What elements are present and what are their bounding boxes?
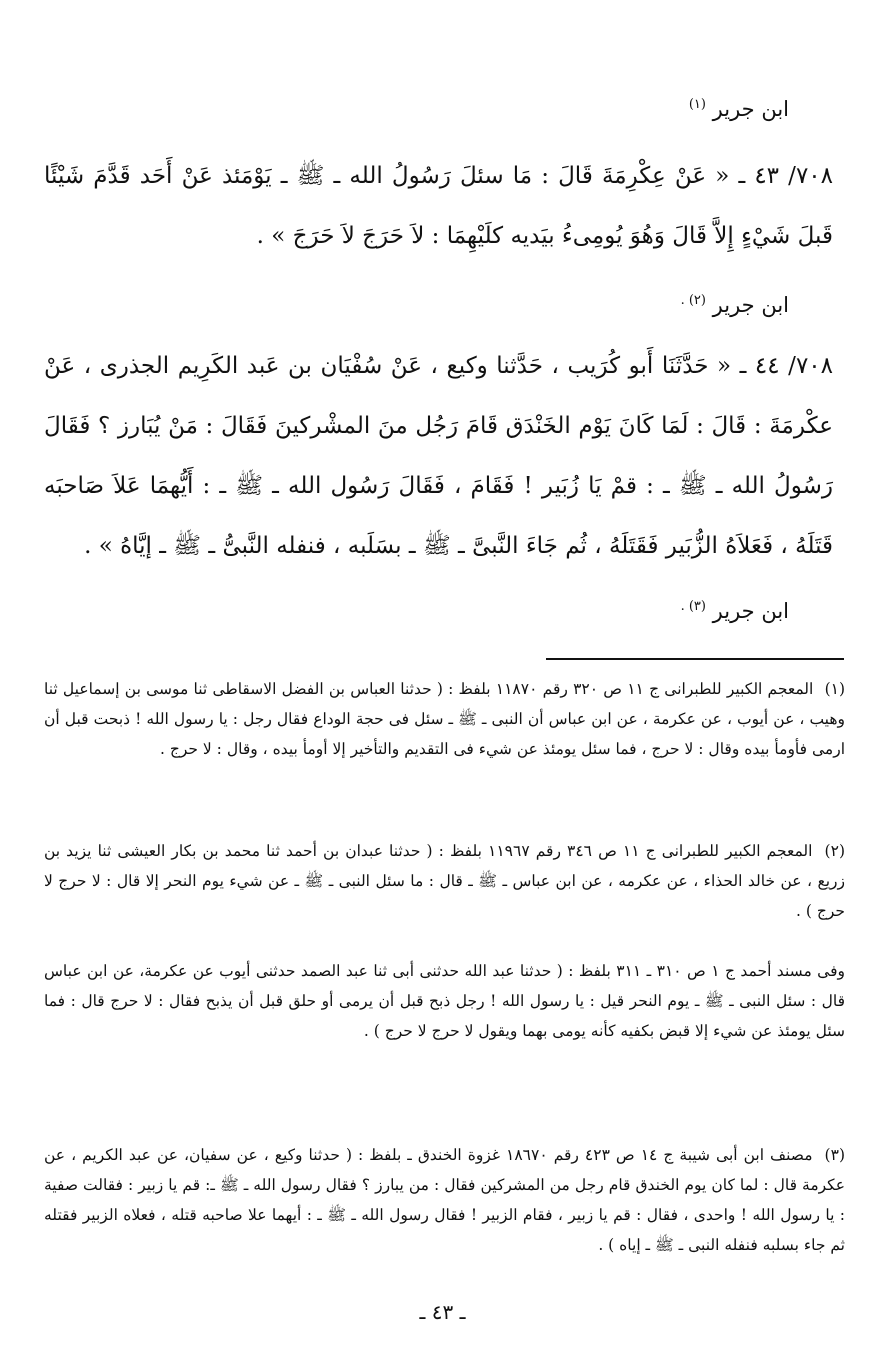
footnote-number: (١) <box>824 680 846 698</box>
footnote-2-continued <box>44 956 845 1046</box>
page-number: ـ ٤٣ ـ <box>419 1300 466 1324</box>
footnote-divider <box>546 658 844 660</box>
footnote-ref: (٣) . <box>680 599 706 614</box>
source-line-3 <box>681 592 789 626</box>
footnote-text: مصنف ابن أبى شيبة ج ١٤ ص ٤٢٣ رقم ١٨٦٧٠ غزوة الخندق ـ بلفظ : ( حدثنا وكيع ، عن سفيان، عن عبد الكريم ، عن عكرمة قال : لما كان يوم الخندق قام رجل من المشركين فقال : من يبارز ؟ فقال رسول الله ـ ﷺ ـ: قم يا زبير : فقالت صفية : يا رسول الله ! واحدى ، فقال : قم يا زبير ، فقام الزبير ! فقال رسول الله ـ ﷺ ـ : أيهما علا صاحبه قتله ، فعلاه الزبير فقتله ثم جاء بسلبه فنفله النبى ـ ﷺ ـ إياه ) . <box>44 1146 845 1254</box>
source-line-1 <box>689 90 789 124</box>
footnote-number: (٢) <box>824 842 845 860</box>
source-name: ابن جرير <box>712 293 789 317</box>
footnote-3 <box>44 1140 845 1260</box>
footnote-ref: (١) <box>688 97 706 112</box>
footnote-1 <box>44 674 845 764</box>
footnote-text: المعجم الكبير للطبرانى ج ١١ ص ٣٢٠ رقم ١١٨٧٠ بلفظ : ( حدثنا العباس بن الفضل الاسقاطى ثنا موسى بن إسماعيل ثنا وهيب ، عن أيوب ، عن عكرمة ، عن ابن عباس أن النبى ـ ﷺ ـ سئل فى حجة الوداع فقال رجل : يا رسول الله ! ذبحت قبل أن ارمى فأومأ بيده وقال : لا حرج ، فما سئل يومئذ عن شيء فى التقديم والتأخير إلا أومأ بيده ، وقال : لا حرج . <box>44 680 845 758</box>
source-name: ابن جرير <box>712 599 789 623</box>
source-name: ابن جرير <box>712 97 789 121</box>
footnote-number: (٣) <box>824 1146 845 1164</box>
footnote-text: وفى مسند أحمد ج ١ ص ٣١٠ ـ ٣١١ بلفظ : ( حدثنا عبد الله حدثنى أبى ثنا عبد الصمد حدثنى أيوب عن عكرمة، عن ابن عباس قال : سئل النبى ـ ﷺ ـ يوم النحر قيل : يا رسول الله ! رجل ذبح قبل أن يرمى أو حلق قبل أن يذبح فقال : لا حرج قال : فما سئل يومئذ عن شيء إلا قبض بكفيه كأنه يومى بهما ويقول لا حرج لا حرج ) . <box>44 962 845 1040</box>
footnote-ref: (٢) . <box>680 293 706 308</box>
footnote-text: المعجم الكبير للطبرانى ج ١١ ص ٣٤٦ رقم ١١٩٦٧ بلفظ : ( حدثنا عبدان بن أحمد ثنا محمد بن بكار العيشى ثنا يزيد بن زريع ، عن خالد الحذاء ، عن عكرمه ، عن ابن عباس ـ ﷺ ـ قال : ما سئل النبى ـ ﷺ ـ عن شيء يوم النحر إلا قال : لا حرج لا حرج ) . <box>44 842 845 920</box>
hadith-43: ٧٠٨/ ٤٣ ـ « عَنْ عِكْرِمَةَ قَالَ : مَا سئلَ رَسُولُ الله ـ ﷺ ـ يَوْمَئذ عَنْ أَحَد قَدَّمَ شَيْئًا قَبلَ شَيْءٍ إِلاَّ قَالَ وَهُوَ يُومِىءُ بيَديه كلَيْهِمَا : لاَ حَرَجَ لاَ حَرَجَ » . <box>44 163 833 249</box>
source-line-2 <box>681 286 789 320</box>
footnote-2 <box>44 836 845 926</box>
hadith-44: ٧٠٨/ ٤٤ ـ « حَدَّثَنَا أَبو كُرَيب ، حَدَّثنا وكيع ، عَنْ سُفْيَان بن عَبد الكَرِيم الجذرى ، عَنْ عكْرمَةَ : قَالَ : لَمَا كَانَ يَوْم الخَنْدَق قَامَ رَجُل منَ المشْركينَ فَقَالَ : مَنْ يُبَارز ؟ فَقَالَ رَسُولُ الله ـ ﷺ ـ : قمْ يَا زُبَير ! فَقَامَ ، فَقَالَ رَسُول الله ـ ﷺ ـ : أَيُّهمَا عَلاَ صَاحبَه قَتَلَهُ ، فَعَلاَهُ الزُّبَير فَقَتَلَهُ ، ثُم جَاءَ النَّبىَّ ـ ﷺ ـ بسَلَبه ، فنفله النَّبىُّ ـ ﷺ ـ إيَّاهُ » . <box>44 353 833 559</box>
